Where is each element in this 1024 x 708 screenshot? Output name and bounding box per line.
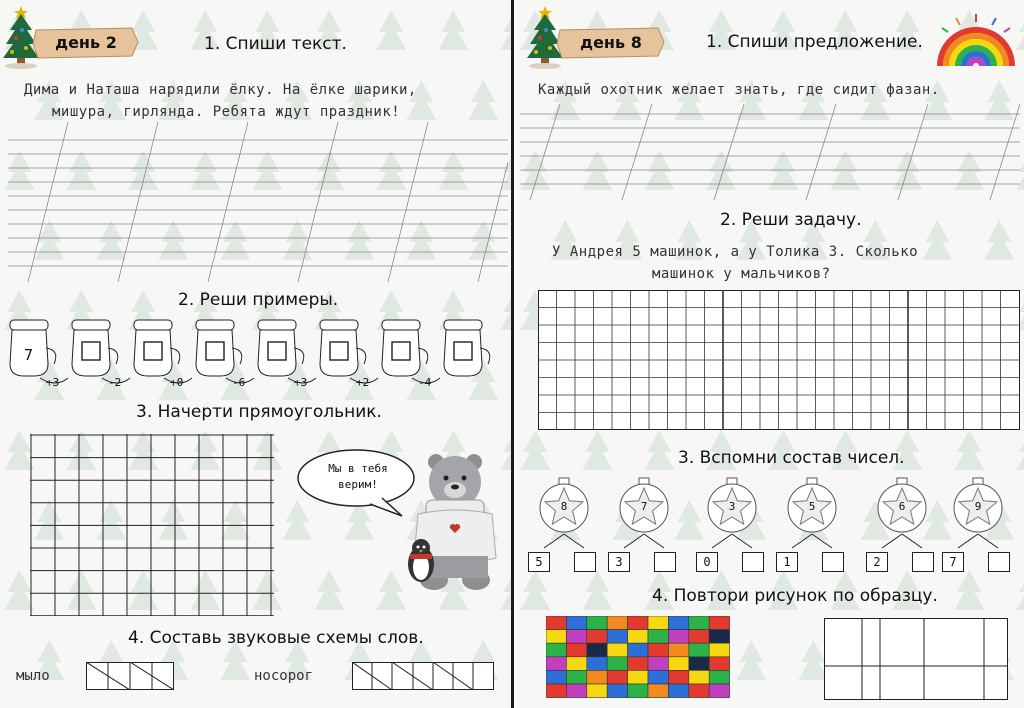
task2-title: 2. Реши примеры. [178,290,339,310]
pattern-cell [587,643,607,657]
pattern-cell [587,630,607,644]
pattern-cell [566,684,586,698]
given-part-box: 3 [608,552,630,572]
pattern-cell [607,643,627,657]
pattern-cell [709,630,729,644]
ornament-number: 6 [898,500,906,513]
pattern-copy-grid[interactable] [824,618,1008,700]
ornament-number: 7 [640,500,648,513]
tree-bg-icon [376,10,406,50]
tree-bg-icon [1016,430,1024,470]
task4-title: 4. Составь звуковые схемы слов. [128,628,424,648]
operation-label: +3 [46,376,60,389]
tree-bg-icon [376,570,406,610]
color-pattern-sample [546,616,730,698]
pattern-cell [628,616,648,630]
task4-title: 4. Повтори рисунок по образцу. [652,586,938,606]
operation-label: -6 [232,376,246,389]
pattern-cell [668,684,688,698]
right-worksheet-page [516,0,1024,708]
answer-part-box[interactable] [742,552,764,572]
pattern-cell [709,670,729,684]
tree-bg-icon [520,430,550,470]
pattern-cell [546,670,566,684]
pattern-cell [668,630,688,644]
pattern-cell [648,684,668,698]
word-nosorog: носорог [254,668,314,684]
pattern-cell [689,616,709,630]
day-banner [556,26,666,60]
given-part-box: 7 [942,552,964,572]
pattern-cell [648,616,668,630]
tree-bg-icon [644,430,674,470]
pattern-cell [668,670,688,684]
pattern-cell [546,630,566,644]
task3-title: 3. Начерти прямоугольник. [136,402,382,422]
word-mylo: мыло [16,668,50,684]
pattern-cell [689,670,709,684]
answer-part-box[interactable] [822,552,844,572]
pattern-cell [689,630,709,644]
pattern-cell [709,657,729,671]
pattern-cell [648,670,668,684]
task1-title: 1. Спиши текст. [204,34,347,54]
ornament-number: 3 [728,500,736,513]
pattern-cell [546,657,566,671]
pattern-cell [628,643,648,657]
pattern-cell [689,684,709,698]
pattern-cell [668,643,688,657]
operation-label: -4 [418,376,432,389]
pattern-cell [628,670,648,684]
pattern-cell [607,616,627,630]
answer-box[interactable] [144,342,162,360]
pattern-cell [648,643,668,657]
day-number: 8 [630,33,642,52]
tree-bg-icon [314,570,344,610]
tree-bg-icon [922,220,952,260]
pattern-cell [587,657,607,671]
ornament-number: 5 [808,500,816,513]
page-divider [511,0,514,708]
operation-label: +2 [356,376,370,389]
answer-part-box[interactable] [912,552,934,572]
given-part-box: 5 [528,552,550,572]
given-part-box: 1 [776,552,798,572]
answer-box[interactable] [392,342,410,360]
speech-line2: верим! [338,478,378,491]
pattern-cell [709,616,729,630]
pattern-cell [566,657,586,671]
task3-title: 3. Вспомни состав чисел. [678,448,905,468]
writing-lines [8,122,508,282]
answer-box[interactable] [206,342,224,360]
pattern-cell [587,616,607,630]
pattern-cell [546,643,566,657]
tree-bg-icon [984,220,1014,260]
problem-line1: У Андрея 5 машинок, а у Толика 3. Сколько [552,244,919,260]
ornament-number: 8 [560,500,568,513]
pattern-cell [648,657,668,671]
tree-bg-icon [954,430,984,470]
tree-bg-icon [468,80,498,120]
operation-label: +3 [294,376,308,389]
pattern-cell [607,670,627,684]
ornament-number: 9 [974,500,982,513]
pattern-cell [668,616,688,630]
day-banner [32,26,140,60]
operation-label: -2 [108,376,122,389]
pattern-cell [566,670,586,684]
pattern-cell [628,630,648,644]
problem-line2: машинок у мальчиков? [652,266,831,282]
pattern-cell [689,643,709,657]
answer-box[interactable] [330,342,348,360]
pattern-cell [628,657,648,671]
penguin-illustration [404,536,438,584]
tree-bg-icon [582,430,612,470]
copy-text-line1: Дима и Наташа нарядили ёлку. На ёлке шарики, [24,82,417,98]
pattern-cell [566,643,586,657]
answer-part-box[interactable] [654,552,676,572]
drawing-grid[interactable] [30,434,274,616]
pattern-cell [587,684,607,698]
pattern-cell [546,684,566,698]
tree-bg-icon [736,640,766,680]
answer-box[interactable] [454,342,472,360]
copy-sentence: Каждый охотник желает знать, где сидит фазан. [538,82,940,98]
solution-grid[interactable] [538,290,1020,430]
sound-scheme-nosorog[interactable] [352,662,494,690]
answer-part-box[interactable] [988,552,1010,572]
sound-scheme-mylo[interactable] [86,662,174,690]
day-label: день [55,33,101,52]
given-part-box: 0 [696,552,718,572]
mitten-start-value: 7 [24,346,34,364]
pattern-cell [566,630,586,644]
day-label: день [580,33,626,52]
answer-box[interactable] [268,342,286,360]
answer-box[interactable] [82,342,100,360]
answer-part-box[interactable] [574,552,596,572]
pattern-cell [607,657,627,671]
pattern-cell [709,684,729,698]
rainbow-icon [934,12,1018,68]
day-number: 2 [105,33,117,52]
pattern-cell [648,630,668,644]
pattern-cell [607,630,627,644]
writing-lines [520,104,1020,200]
speech-line1: Мы в тебя [328,462,388,475]
copy-text-line2: мишура, гирлянда. Ребята ждут праздник! [52,104,401,120]
pattern-cell [546,616,566,630]
pattern-cell [628,684,648,698]
pattern-cell [587,670,607,684]
tree-bg-icon [438,10,468,50]
task1-title: 1. Спиши предложение. [706,32,923,52]
pattern-cell [689,657,709,671]
pattern-cell [566,616,586,630]
pattern-cell [709,643,729,657]
given-part-box: 2 [866,552,888,572]
pattern-cell [607,684,627,698]
operation-label: +0 [170,376,184,389]
task2-title: 2. Реши задачу. [720,210,862,230]
pattern-cell [668,657,688,671]
